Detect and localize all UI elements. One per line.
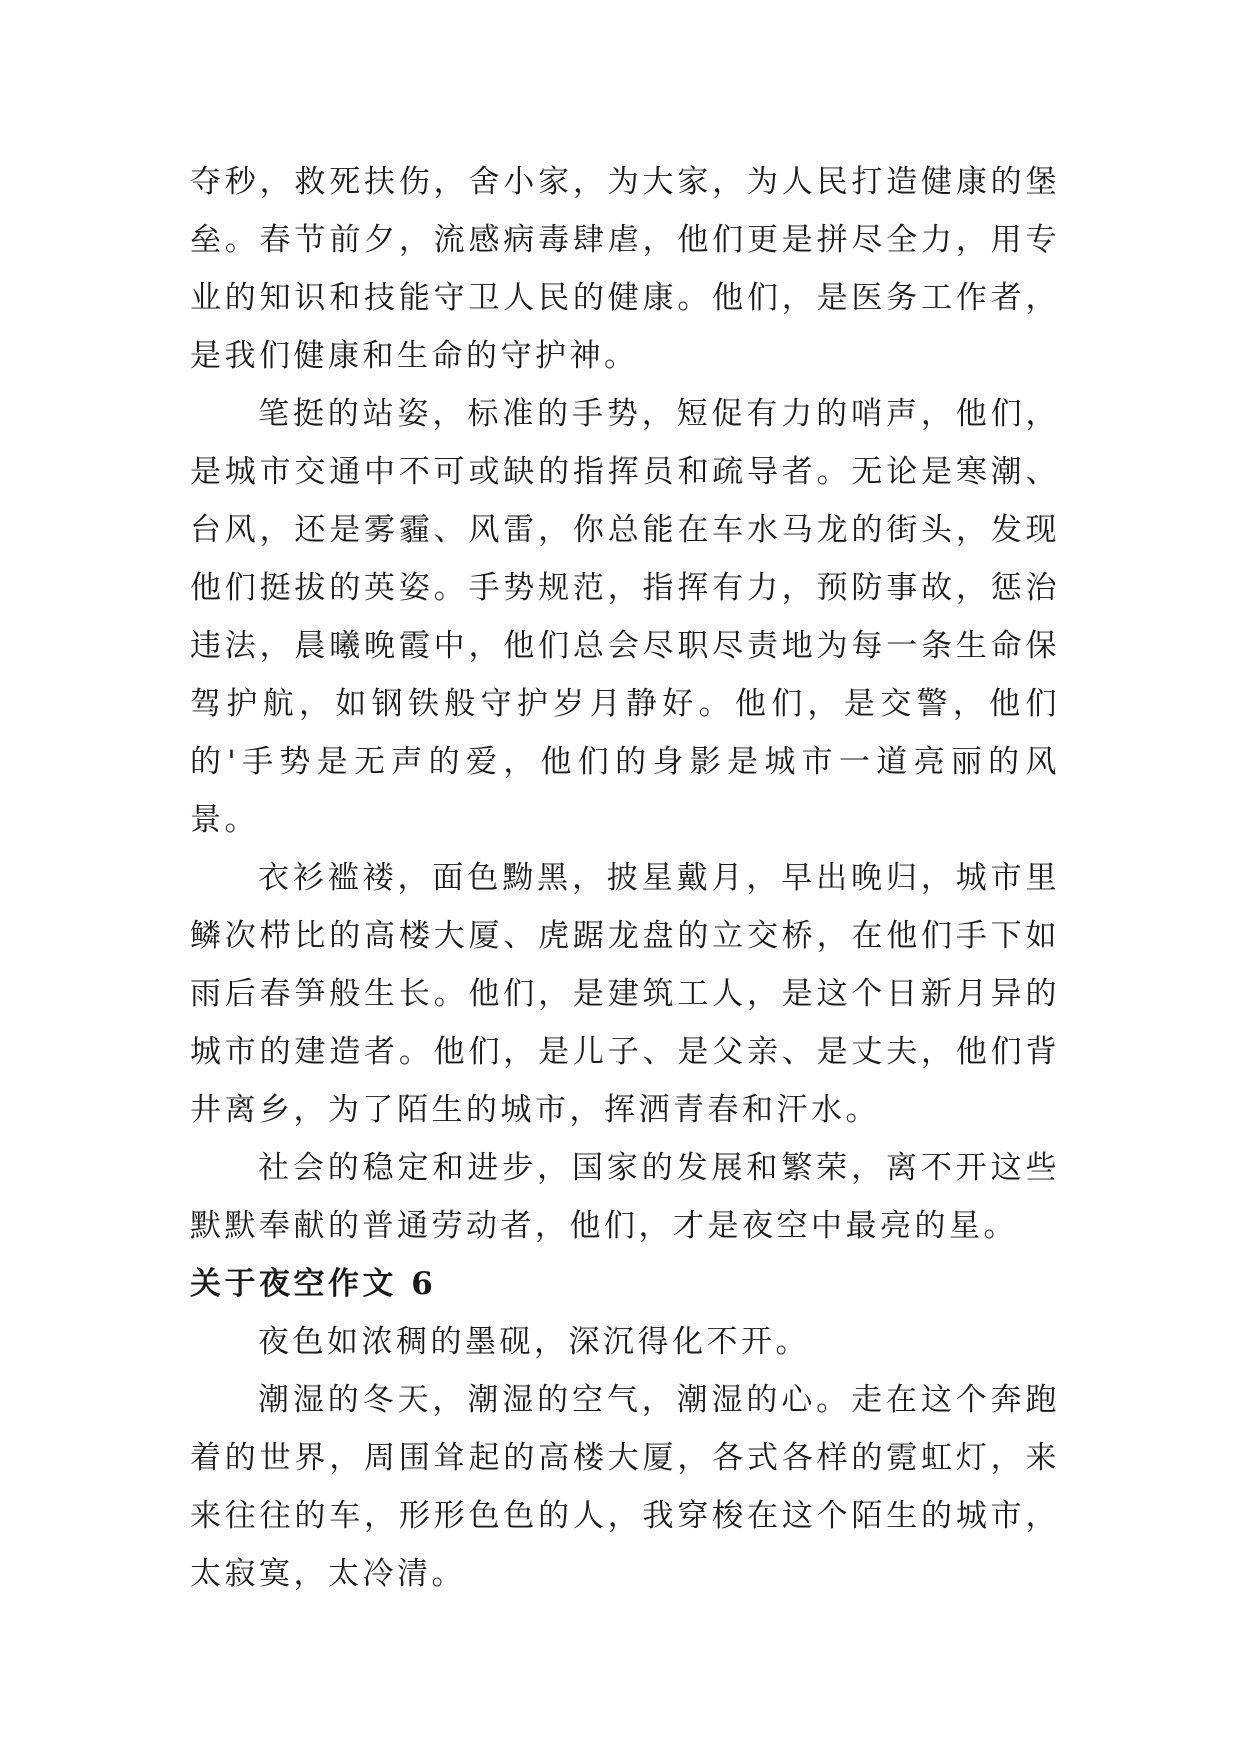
paragraph-construction-workers: 衣衫褴褛，面色黝黑，披星戴月，早出晚归，城市里鳞次栉比的高楼大厦、虎踞龙盘的立交桥，在他们手下如雨后春笋般生长。他们，是建筑工人，是这个日新月异的城市的建造者。他们，是儿子、是父亲、是丈夫，他们背井离乡，为了陌生的城市，挥洒青春和汗水。 (190, 860, 1060, 1128)
section-heading: 关于夜空作文 6 (190, 1266, 437, 1302)
paragraph-traffic-police: 笔挺的站姿，标准的手势，短促有力的哨声，他们，是城市交通中不可或缺的指挥员和疏导者。无论是寒潮、台风，还是雾霾、风雷，你总能在车水马龙的街头，发现他们挺拔的英姿。手势规范，指挥有力，预防事故，惩治违法，晨曦晚霞中，他们总会尽职尽责地为每一条生命保驾护航，如钢铁般守护岁月静好。他们，是交警，他们的'手势是无声的爱，他们的身影是城市一道亮丽的风景。 (190, 396, 1060, 838)
paragraph-conclusion: 社会的稳定和进步，国家的发展和繁荣，离不开这些默默奉献的普通劳动者，他们，才是夜空中最亮的星。 (190, 1150, 1060, 1244)
paragraph-medical-workers: 夺秒，救死扶伤，舍小家，为大家，为人民打造健康的堡垒。春节前夕，流感病毒肆虐，他们更是拼尽全力，用专业的知识和技能守卫人民的健康。他们，是医务工作者，是我们健康和生命的守护神。 (190, 164, 1060, 374)
paragraph-night-color: 夜色如浓稠的墨砚，深沉得化不开。 (258, 1324, 810, 1360)
document-page (190, 153, 1060, 1603)
paragraph-humid-winter: 潮湿的冬天，潮湿的空气，潮湿的心。走在这个奔跑着的世界，周围耸起的高楼大厦，各式各样的霓虹灯，来来往往的车，形形色色的人，我穿梭在这个陌生的城市，太寂寞，太冷清。 (190, 1382, 1060, 1592)
